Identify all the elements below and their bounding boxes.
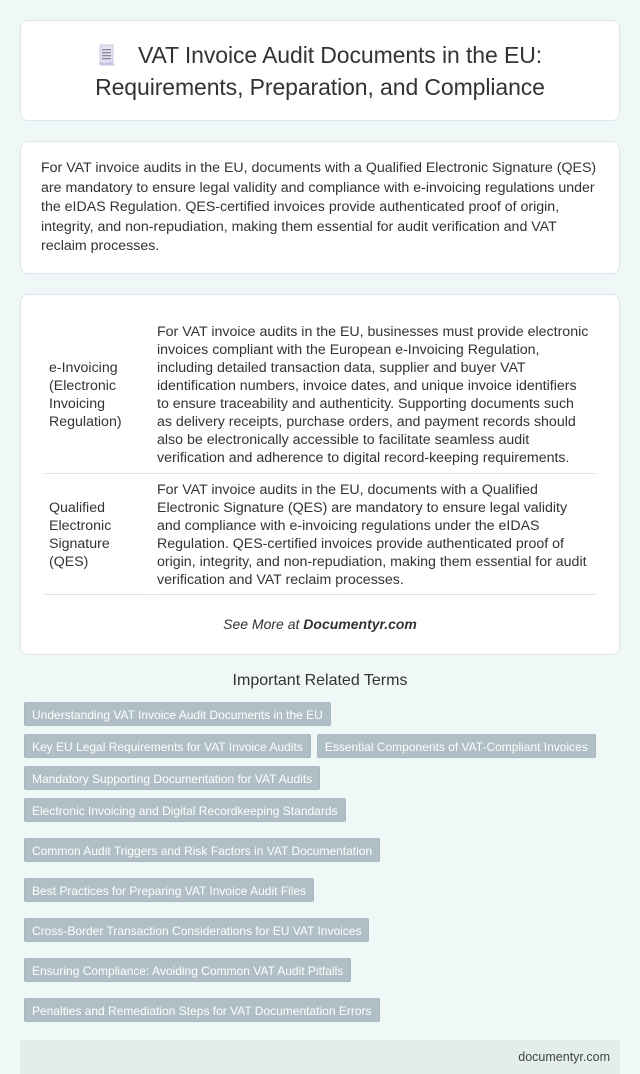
term-cell: e-Invoicing (Electronic Invoicing Regulation) xyxy=(45,311,151,474)
see-more-prefix: See More at xyxy=(223,616,304,632)
page-title xyxy=(61,39,579,103)
description-cell: For VAT invoice audits in the EU, businesses must provide electronic invoices compliant with the European e-Invoicing Regulation, including detailed transaction data, supplier and buyer VAT identification numbers, invoice dates, and unique invoice identifiers to ensure traceability and authenticity. Supporting documents such as delivery receipts, purchase orders, and payment records should also be electronically accessible to facilitate seamless audit verification and adherence to digital record-keeping requirements. xyxy=(153,311,595,474)
footer-site-link[interactable]: documentyr.com xyxy=(518,1050,610,1064)
related-terms-list xyxy=(20,702,620,1022)
definitions-card xyxy=(20,294,620,655)
footer xyxy=(20,1040,620,1074)
related-term-tag[interactable]: Understanding VAT Invoice Audit Documents in the EU xyxy=(24,702,331,726)
description-cell: For VAT invoice audits in the EU, documents with a Qualified Electronic Signature (QES) are mandatory to ensure legal validity and compliance with e-invoicing regulations under the eIDAS Regulation. QES-certified invoices provide authenticated proof of origin, integrity, and non-repudiation, making them essential for audit verification and VAT reclaim processes. xyxy=(153,474,595,595)
receipt-icon xyxy=(98,42,116,64)
related-term-tag[interactable]: Essential Components of VAT-Compliant Invoices xyxy=(317,734,596,758)
related-term-tag[interactable]: Common Audit Triggers and Risk Factors in VAT Documentation xyxy=(24,838,380,862)
related-terms-heading: Important Related Terms xyxy=(232,672,408,689)
related-term-tag[interactable]: Mandatory Supporting Documentation for VAT Audits xyxy=(24,766,320,790)
definitions-table xyxy=(43,311,597,595)
see-more-site[interactable]: Documentyr.com xyxy=(303,616,417,632)
related-term-tag[interactable]: Key EU Legal Requirements for VAT Invoice Audits xyxy=(24,734,311,758)
see-more-link[interactable] xyxy=(43,616,597,632)
table-row xyxy=(45,311,595,474)
page-title-text: VAT Invoice Audit Documents in the EU: Requirements, Preparation, and Compliance xyxy=(95,41,545,100)
table-row xyxy=(45,474,595,595)
title-card xyxy=(20,20,620,121)
related-term-tag[interactable]: Ensuring Compliance: Avoiding Common VAT Audit Pitfalls xyxy=(24,958,351,982)
related-term-tag[interactable]: Best Practices for Preparing VAT Invoice Audit Files xyxy=(24,878,314,902)
related-term-tag[interactable]: Electronic Invoicing and Digital Recordkeeping Standards xyxy=(24,798,346,822)
summary-card xyxy=(20,141,620,274)
related-term-tag[interactable]: Cross-Border Transaction Considerations for EU VAT Invoices xyxy=(24,918,369,942)
term-cell: Qualified Electronic Signature (QES) xyxy=(45,474,151,595)
summary-text: For VAT invoice audits in the EU, documents with a Qualified Electronic Signature (QES) are mandatory to ensure legal validity and compliance with e-invoicing regulations under the eIDAS Regulation. QES-certified invoices provide authenticated proof of origin, integrity, and non-repudiation, making them essential for audit verification and VAT reclaim processes. xyxy=(41,160,597,254)
related-term-tag[interactable]: Penalties and Remediation Steps for VAT Documentation Errors xyxy=(24,998,380,1022)
